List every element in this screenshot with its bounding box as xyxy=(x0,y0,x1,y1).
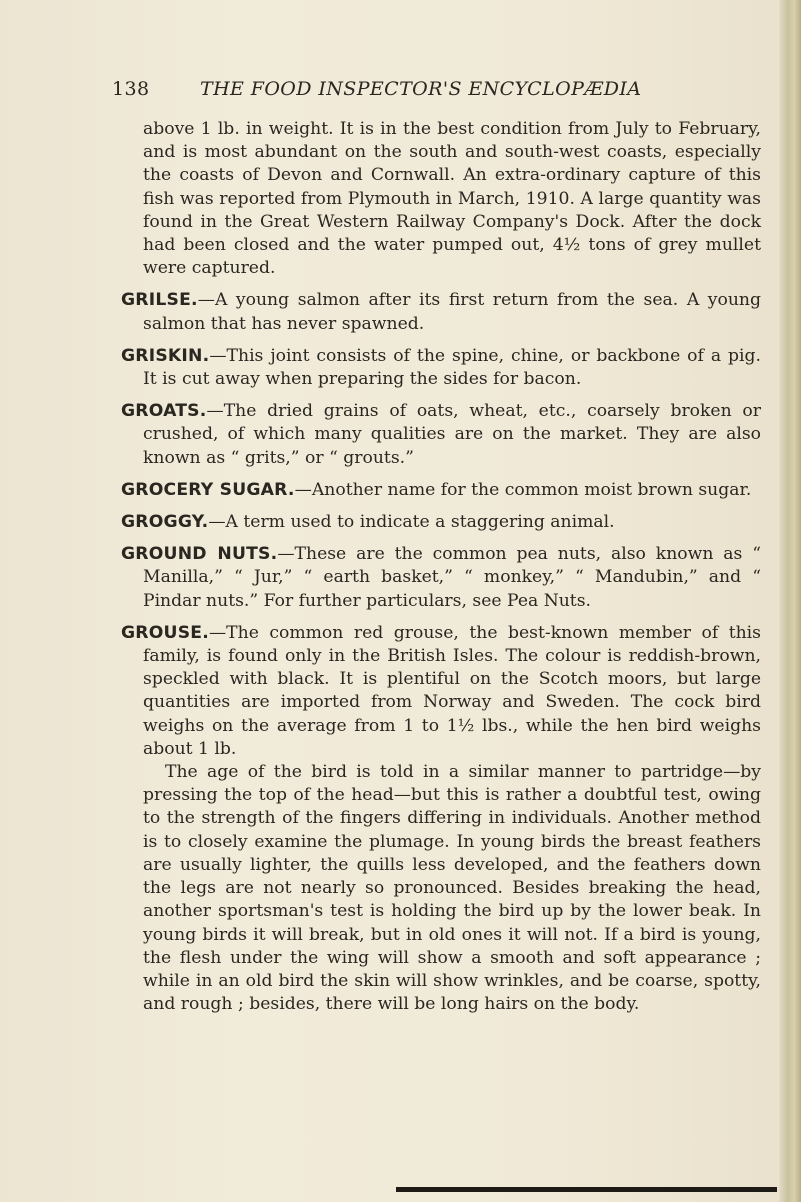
page-number: 138 xyxy=(112,78,150,100)
entry-text: —The dried grains of oats, wheat, etc., coarsely broken or crushed, of which many qualities are on the market. They are also known as “ grits,” or “ grouts.” xyxy=(143,401,761,468)
page-body xyxy=(121,118,761,1016)
entry-text: —A young salmon after its first return from the sea. A young salmon that has never spawned. xyxy=(143,290,761,334)
entry-term: GRILSE. xyxy=(121,290,198,311)
entry-term: GROGGY. xyxy=(121,512,209,533)
entry-term: GROUND NUTS. xyxy=(121,544,278,565)
entry-griskin xyxy=(121,345,761,391)
entry-text: —A term used to indicate a staggering animal. xyxy=(208,512,615,533)
entry-groats xyxy=(121,400,761,470)
page-edge-shadow xyxy=(779,0,801,1202)
entry-grocery-sugar xyxy=(121,479,761,502)
entry-text: —The common red grouse, the best-known member of this family, is found only in the British Isles. The colour is reddish-brown, speckled with black. It is plentiful on the Scotch moors, but large quantities are imported from Norway and Sweden. The cock bird weighs on the average from 1 to 1½ lbs., while the hen bird weighs about 1 lb. xyxy=(143,622,761,759)
entry-text: —These are the common pea nuts, also known as “ Manilla,” “ Jur,” “ earth basket,” “ monkey,” “ Mandubin,” and “ Pindar nuts.” For further particulars, see Pea Nuts. xyxy=(143,544,761,611)
intro-paragraph: above 1 lb. in weight. It is in the best condition from July to February, and is most abundant on the south and south-west coasts, especially the coasts of Devon and Cornwall. An extra-ordinary capture of this fish was reported from Plymouth in March, 1910. A large quantity was found in the Great Western Railway Company's Dock. After the dock had been closed and the water pumped out, 4½ tons of grey mullet were captured. xyxy=(143,119,761,279)
entry-text: —This joint consists of the spine, chine, or backbone of a pig. It is cut away when preparing the sides for bacon. xyxy=(143,345,761,390)
bottom-rule xyxy=(396,1187,777,1192)
running-head: THE FOOD INSPECTOR'S ENCYCLOPÆDIA xyxy=(200,78,642,100)
entry-term: GRISKIN. xyxy=(121,345,210,366)
entry-grouse-continuation: The age of the bird is told in a similar manner to partridge—by pressing the top of the head—but this is rather a doubtful test, owing to the strength of the fingers differing in individuals. Another method is to closely examine the plumage. In young birds the breast feathers are usually lighter, the quills less developed, and the feathers down the legs are not nearly so pronounced. Besides breaking the head, another sportsman's test is holding the bird up by the lower beak. In young birds it will break, but in old ones it will not. If a bird is young, the flesh under the wing will show a smooth and soft appearance ; while in an old bird the skin will show wrinkles, and be coarse, spotty, and rough ; besides, there will be long hairs on the body. xyxy=(143,762,761,1015)
entry-term: GROATS. xyxy=(121,401,207,422)
entry-groggy xyxy=(121,511,761,534)
page-header xyxy=(112,78,712,104)
entry-term: GROCERY SUGAR. xyxy=(121,479,295,500)
entry-ground-nuts xyxy=(121,543,761,613)
entry-text: —Another name for the common moist brown sugar. xyxy=(294,479,752,500)
entry-grouse xyxy=(121,622,761,761)
entry-grilse xyxy=(121,289,761,335)
entry-term: GROUSE. xyxy=(121,622,209,643)
